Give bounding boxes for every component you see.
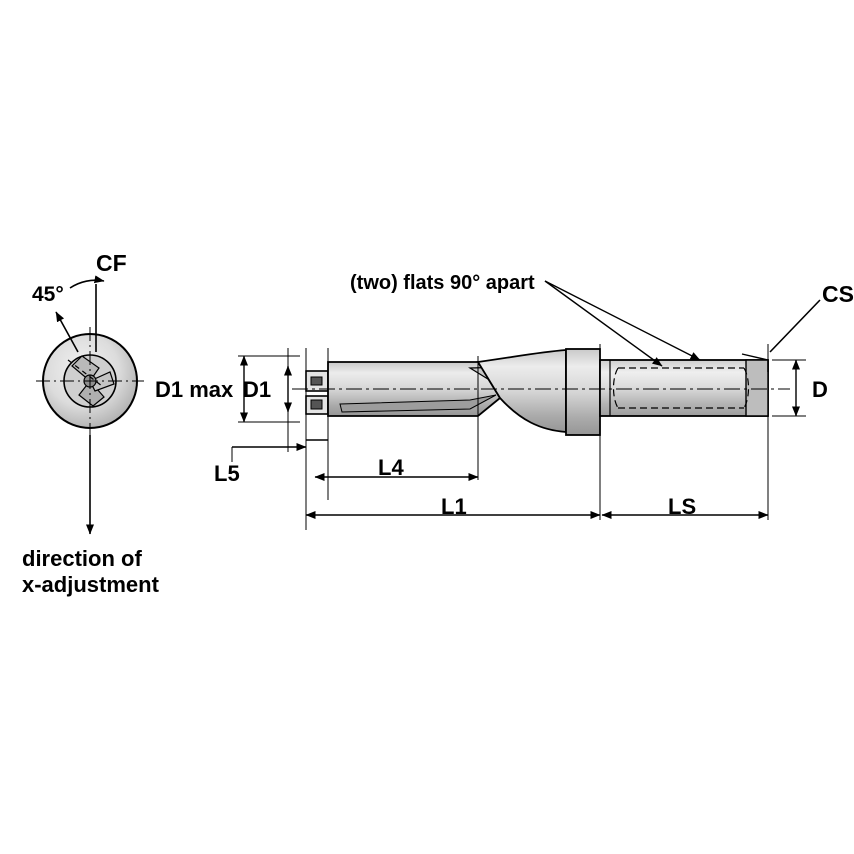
dim-l4-label: L4 <box>378 455 404 480</box>
side-view-group <box>232 281 820 530</box>
x-adjustment-label-line2: x-adjustment <box>22 572 159 597</box>
cf-rotation-arc <box>70 280 104 288</box>
insert-screw-upper <box>311 377 322 385</box>
dim-ls-label: LS <box>668 494 697 519</box>
dim-l1-label: L1 <box>441 494 467 519</box>
dim-d1-label: D1 <box>243 377 272 402</box>
dim-d-label: D <box>812 377 828 402</box>
shank-end-chamfer <box>746 360 768 416</box>
dim-d1max-label: D1 max <box>155 377 234 402</box>
flats-callout-label: (two) flats 90° apart <box>350 272 535 294</box>
angle-label: 45° <box>32 283 64 306</box>
drill-flange <box>566 349 600 435</box>
dim-l5-label: L5 <box>214 461 240 486</box>
insert-screw-lower <box>311 400 322 409</box>
end-view-group <box>36 280 144 534</box>
cs-label: CS <box>822 281 854 307</box>
cf-label: CF <box>96 250 127 276</box>
cs-leader-line <box>770 300 820 352</box>
x-adjustment-label-line1: direction of <box>22 546 142 571</box>
